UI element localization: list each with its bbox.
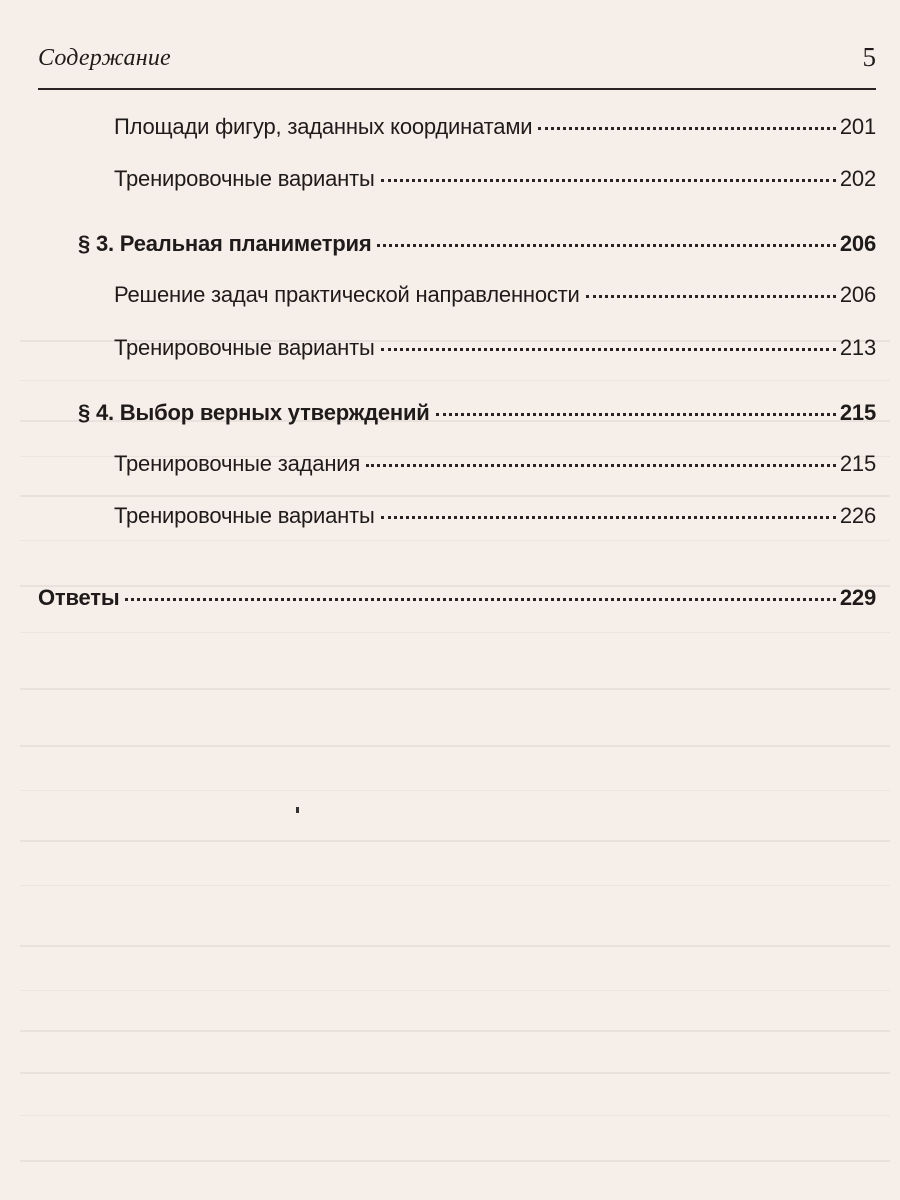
toc-entry	[114, 114, 876, 148]
bleed-through-line	[20, 688, 890, 690]
dot-leader	[381, 179, 836, 182]
bleed-through-line	[20, 1030, 890, 1032]
dot-leader	[125, 598, 835, 601]
bleed-through-line	[20, 632, 890, 633]
toc-section-entry	[78, 400, 876, 434]
toc-entry-page: 206	[839, 282, 876, 307]
bleed-through-line	[20, 1115, 890, 1116]
toc-section-title: § 4. Выбор верных утверждений	[78, 400, 430, 425]
running-title: Содержание	[38, 45, 171, 71]
toc-entry	[114, 335, 876, 369]
toc-chapter-entry	[38, 585, 876, 619]
dot-leader	[381, 516, 836, 519]
dot-leader	[538, 127, 836, 130]
toc-entry	[114, 282, 876, 316]
ink-speck	[296, 807, 299, 813]
dot-leader	[436, 413, 836, 416]
toc-entry-page: 215	[839, 451, 876, 476]
toc-entry-title: Тренировочные варианты	[114, 335, 375, 360]
bleed-through-line	[20, 1072, 890, 1074]
toc-section-page: 215	[839, 400, 876, 425]
bleed-through-line	[20, 990, 890, 991]
dot-leader	[366, 464, 836, 467]
bleed-through-line	[20, 380, 890, 381]
dot-leader	[586, 295, 836, 298]
bleed-through-line	[20, 945, 890, 947]
bleed-through-line	[20, 790, 890, 791]
header-rule	[38, 88, 876, 90]
toc-section-entry	[78, 231, 876, 265]
toc-entry	[114, 451, 876, 485]
bleed-through-line	[20, 1160, 890, 1162]
toc-section-page: 206	[839, 231, 876, 256]
toc-entry-title: Тренировочные задания	[114, 451, 361, 476]
dot-leader	[377, 244, 835, 247]
toc-section-title: § 3. Реальная планиметрия	[78, 231, 372, 256]
toc-entry-page: 202	[839, 166, 876, 191]
bleed-through-line	[20, 745, 890, 747]
bleed-through-line	[20, 540, 890, 541]
toc-entry	[114, 166, 876, 200]
running-header	[38, 40, 876, 80]
toc-entry-title: Тренировочные варианты	[114, 166, 375, 191]
bleed-through-line	[20, 495, 890, 497]
toc-entry-title: Решение задач практической направленности	[114, 282, 580, 307]
toc-entry-title: Площади фигур, заданных координатами	[114, 114, 533, 139]
page-number: 5	[862, 42, 876, 72]
dot-leader	[381, 348, 836, 351]
bleed-through-line	[20, 885, 890, 886]
toc-chapter-title: Ответы	[38, 585, 120, 610]
toc-entry-page: 226	[839, 503, 876, 528]
toc-entry	[114, 503, 876, 537]
toc-chapter-page: 229	[839, 585, 876, 610]
toc-entry-page: 201	[839, 114, 876, 139]
bleed-through-line	[20, 840, 890, 842]
toc-entry-page: 213	[839, 335, 876, 360]
toc-entry-title: Тренировочные варианты	[114, 503, 375, 528]
